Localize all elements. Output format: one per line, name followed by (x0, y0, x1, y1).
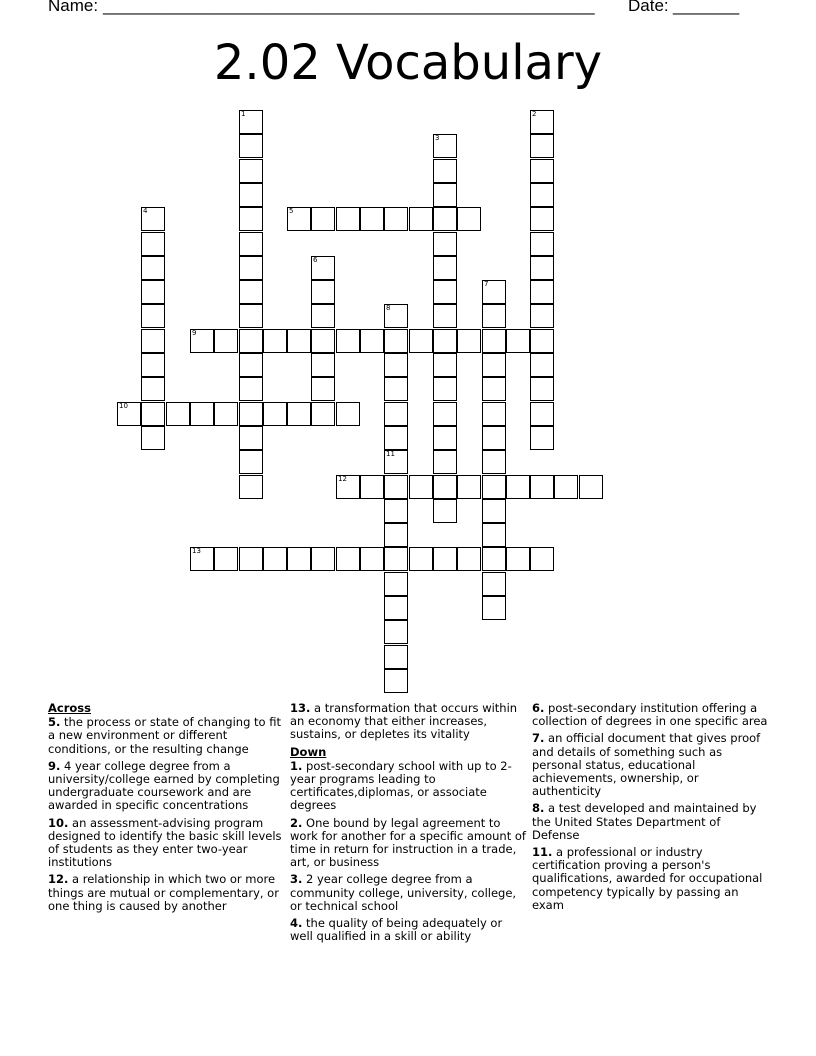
crossword-cell[interactable] (311, 547, 335, 571)
crossword-cell[interactable] (287, 547, 311, 571)
crossword-cell[interactable] (141, 232, 165, 256)
crossword-cell[interactable] (190, 402, 214, 426)
crossword-cell[interactable] (433, 304, 457, 328)
date-label: Date: (628, 0, 669, 15)
crossword-cell[interactable] (530, 207, 554, 231)
crossword-cell[interactable] (336, 547, 360, 571)
clue-number: 3. (290, 872, 303, 887)
crossword-cell[interactable] (239, 232, 263, 256)
crossword-cell[interactable] (409, 475, 433, 499)
crossword-cell[interactable] (433, 280, 457, 304)
crossword-cell[interactable] (530, 280, 554, 304)
crossword-cell[interactable] (360, 207, 384, 231)
crossword-cell[interactable] (239, 110, 263, 134)
crossword-cell[interactable] (239, 280, 263, 304)
crossword-cell[interactable] (482, 450, 506, 474)
clue-number: 12. (48, 872, 69, 887)
crossword-cell[interactable] (117, 402, 141, 426)
crossword-cell[interactable] (311, 353, 335, 377)
crossword-cell[interactable] (384, 596, 408, 620)
crossword-cell[interactable] (433, 183, 457, 207)
crossword-cell[interactable] (530, 256, 554, 280)
clue-down-3 (290, 873, 526, 913)
crossword-cell[interactable] (530, 159, 554, 183)
crossword-cell[interactable] (214, 402, 238, 426)
crossword-cell[interactable] (482, 499, 506, 523)
across-heading: Across (48, 701, 91, 715)
crossword-cell[interactable] (579, 475, 603, 499)
clue-across-12 (48, 873, 284, 913)
crossword-cell[interactable] (384, 620, 408, 644)
crossword-cell[interactable] (506, 329, 530, 353)
crossword-cell[interactable] (239, 134, 263, 158)
clue-number-label: 9 (192, 329, 197, 337)
crossword-cell[interactable] (141, 329, 165, 353)
clue-text: post-secondary institution offering a collection of degrees in one specific area (532, 701, 768, 729)
crossword-cell[interactable] (530, 304, 554, 328)
crossword-cell[interactable] (190, 547, 214, 571)
crossword-cell[interactable] (384, 547, 408, 571)
crossword-cell[interactable] (239, 547, 263, 571)
clue-across-13 (290, 702, 526, 742)
name-label: Name: (48, 0, 99, 15)
crossword-cell[interactable] (433, 134, 457, 158)
crossword-cell[interactable] (384, 645, 408, 669)
crossword-cell[interactable] (409, 207, 433, 231)
clue-number: 6. (532, 701, 545, 715)
clue-text: the quality of being adequately or well qualified in a skill or ability (290, 916, 503, 944)
crossword-cell[interactable] (384, 377, 408, 401)
crossword-cell[interactable] (482, 572, 506, 596)
crossword-cell[interactable] (530, 183, 554, 207)
clue-number: 10. (48, 815, 69, 830)
clue-across-5 (48, 716, 284, 756)
crossword-cell[interactable] (433, 329, 457, 353)
crossword-cell[interactable] (239, 207, 263, 231)
crossword-cell[interactable] (311, 256, 335, 280)
crossword-cell[interactable] (384, 353, 408, 377)
crossword-cell[interactable] (482, 402, 506, 426)
crossword-cell[interactable] (530, 329, 554, 353)
clue-number: 13. (290, 701, 311, 715)
down-heading: Down (290, 744, 327, 759)
crossword-cell[interactable] (190, 329, 214, 353)
crossword-cell[interactable] (141, 207, 165, 231)
crossword-cell[interactable] (384, 475, 408, 499)
clue-down-8 (532, 802, 768, 842)
clue-text: the process or state of changing to fit a new environment or different conditions, or the resulting change (48, 715, 281, 756)
crossword-cell[interactable] (141, 353, 165, 377)
crossword-cell[interactable] (141, 377, 165, 401)
crossword-cell[interactable] (384, 426, 408, 450)
crossword-cell[interactable] (433, 402, 457, 426)
crossword-cell[interactable] (384, 329, 408, 353)
crossword-cell[interactable] (239, 475, 263, 499)
crossword-cell[interactable] (530, 426, 554, 450)
clue-number: 4. (290, 916, 303, 931)
crossword-cell[interactable] (433, 377, 457, 401)
crossword-cell[interactable] (409, 547, 433, 571)
crossword-cell[interactable] (530, 475, 554, 499)
crossword-cell[interactable] (384, 669, 408, 693)
crossword-cell[interactable] (311, 207, 335, 231)
crossword-cell[interactable] (311, 304, 335, 328)
crossword-cell[interactable] (287, 329, 311, 353)
clue-number: 5. (48, 715, 61, 730)
clue-number-label: 12 (338, 475, 347, 483)
crossword-cell[interactable] (311, 329, 335, 353)
crossword-cell[interactable] (554, 475, 578, 499)
crossword-cell[interactable] (141, 402, 165, 426)
crossword-cell[interactable] (530, 402, 554, 426)
crossword-cell[interactable] (141, 280, 165, 304)
clue-number-label: 8 (386, 304, 391, 312)
clue-number-label: 1 (241, 110, 246, 118)
clue-text: an official document that gives proof and details of something such as personal status, educational achievements, ownership, or authenticity (532, 731, 761, 799)
crossword-cell[interactable] (141, 256, 165, 280)
crossword-cell[interactable] (433, 475, 457, 499)
crossword-cell[interactable] (384, 572, 408, 596)
crossword-cell[interactable] (457, 329, 481, 353)
clue-number: 9. (48, 758, 61, 773)
crossword-cell[interactable] (433, 232, 457, 256)
crossword-cell[interactable] (287, 402, 311, 426)
clue-number-label: 5 (289, 207, 294, 215)
crossword-cell[interactable] (166, 402, 190, 426)
crossword-cell[interactable] (482, 475, 506, 499)
crossword-cell[interactable] (336, 402, 360, 426)
crossword-cell[interactable] (384, 450, 408, 474)
crossword-cell[interactable] (384, 402, 408, 426)
crossword-cell[interactable] (506, 547, 530, 571)
clue-number-label: 6 (313, 256, 318, 264)
clue-text: a relationship in which two or more things are mutual or complementary, or one thing is caused by another (48, 872, 279, 913)
clue-number-label: 13 (192, 547, 201, 555)
clue-number: 11. (532, 845, 553, 860)
clues-column-1 (48, 702, 284, 917)
crossword-cell[interactable] (530, 232, 554, 256)
crossword-cell[interactable] (336, 207, 360, 231)
crossword-cell[interactable] (433, 547, 457, 571)
crossword-cell[interactable] (482, 523, 506, 547)
crossword-cell[interactable] (360, 329, 384, 353)
crossword-cell[interactable] (263, 547, 287, 571)
crossword-cell[interactable] (482, 426, 506, 450)
crossword-cell[interactable] (239, 402, 263, 426)
crossword-cell[interactable] (239, 353, 263, 377)
clue-text: a test developed and maintained by the United States Department of Defense (532, 801, 757, 842)
crossword-cell[interactable] (457, 547, 481, 571)
crossword-cell[interactable] (433, 256, 457, 280)
clue-number-label: 4 (143, 207, 148, 215)
clue-number-label: 3 (435, 134, 440, 142)
crossword-cell[interactable] (336, 475, 360, 499)
crossword-cell[interactable] (457, 475, 481, 499)
crossword-cell[interactable] (311, 280, 335, 304)
crossword-cell[interactable] (239, 304, 263, 328)
clue-number-label: 10 (119, 402, 128, 410)
clue-text: a professional or industry certification proving a person's qualifications, awarded for occupational competency typically by passing an exam (532, 845, 763, 912)
crossword-cell[interactable] (482, 377, 506, 401)
crossword-cell[interactable] (482, 547, 506, 571)
crossword-cell[interactable] (530, 134, 554, 158)
crossword-cell[interactable] (433, 159, 457, 183)
clue-number-label: 2 (532, 110, 537, 118)
crossword-cell[interactable] (530, 377, 554, 401)
clue-number: 7. (532, 731, 545, 746)
clues-column-3 (532, 702, 768, 916)
crossword-cell[interactable] (214, 547, 238, 571)
crossword-cell[interactable] (384, 523, 408, 547)
clue-text: post-secondary school with up to 2-year programs leading to certificates,diplomas, or associate degrees (290, 758, 512, 813)
crossword-cell[interactable] (482, 280, 506, 304)
crossword-cell[interactable] (263, 402, 287, 426)
crossword-cell[interactable] (141, 304, 165, 328)
crossword-cell[interactable] (384, 499, 408, 523)
crossword-cell[interactable] (433, 450, 457, 474)
crossword-cell[interactable] (239, 159, 263, 183)
crossword-cell[interactable] (482, 353, 506, 377)
clue-text: 4 year college degree from a university/college earned by completing undergraduate coursework and are awarded in specific concentrations (48, 758, 280, 813)
clue-number: 2. (290, 815, 303, 830)
crossword-cell[interactable] (239, 426, 263, 450)
clues-column-2 (290, 702, 526, 947)
clue-down-7 (532, 732, 768, 798)
crossword-cell[interactable] (360, 475, 384, 499)
clue-number: 8. (532, 801, 545, 816)
crossword-cell[interactable] (530, 353, 554, 377)
clue-text: an assessment-advising program designed to identify the basic skill levels of students as they enter two-year institutions (48, 815, 282, 870)
crossword-cell[interactable] (311, 377, 335, 401)
clue-down-11 (532, 846, 768, 912)
crossword-cell[interactable] (530, 110, 554, 134)
crossword-cell[interactable] (214, 329, 238, 353)
crossword-cell[interactable] (457, 207, 481, 231)
crossword-cell[interactable] (239, 183, 263, 207)
name-blank-line[interactable]: ____________________________________________________ (103, 0, 595, 15)
crossword-cell[interactable] (506, 475, 530, 499)
crossword-cell[interactable] (141, 426, 165, 450)
clue-down-1 (290, 760, 526, 813)
crossword-cell[interactable] (482, 596, 506, 620)
clue-text: a transformation that occurs within an economy that either increases, sustains, or depletes its vitality (290, 701, 518, 742)
crossword-cell[interactable] (287, 207, 311, 231)
crossword-cell[interactable] (239, 450, 263, 474)
crossword-cell[interactable] (384, 304, 408, 328)
crossword-cell[interactable] (360, 547, 384, 571)
clue-down-4 (290, 917, 526, 943)
crossword-cell[interactable] (482, 329, 506, 353)
crossword-cell[interactable] (482, 304, 506, 328)
crossword-cell[interactable] (433, 426, 457, 450)
crossword-cell[interactable] (433, 353, 457, 377)
crossword-cell[interactable] (311, 402, 335, 426)
crossword-cell[interactable] (239, 256, 263, 280)
clue-down-2 (290, 817, 526, 870)
date-blank-line[interactable]: _______ (673, 0, 740, 15)
crossword-cell[interactable] (433, 499, 457, 523)
clue-text: 2 year college degree from a community college, university, college, or technical school (290, 872, 517, 913)
page-title: 2.02 Vocabulary (213, 35, 603, 91)
crossword-cell[interactable] (239, 377, 263, 401)
clue-number: 1. (290, 758, 303, 773)
clue-text: One bound by legal agreement to work for another for a specific amount of time in return for instruction in a trade, art, or business (290, 815, 526, 870)
crossword-cell[interactable] (384, 207, 408, 231)
crossword-cell[interactable] (433, 207, 457, 231)
clue-down-6 (532, 702, 768, 728)
crossword-cell[interactable] (336, 329, 360, 353)
crossword-cell[interactable] (263, 329, 287, 353)
crossword-cell[interactable] (239, 329, 263, 353)
clue-number-label: 7 (484, 280, 489, 288)
crossword-cell[interactable] (409, 329, 433, 353)
clue-number-label: 11 (386, 450, 395, 458)
crossword-cell[interactable] (530, 547, 554, 571)
clue-across-9 (48, 760, 284, 813)
clue-across-10 (48, 817, 284, 870)
